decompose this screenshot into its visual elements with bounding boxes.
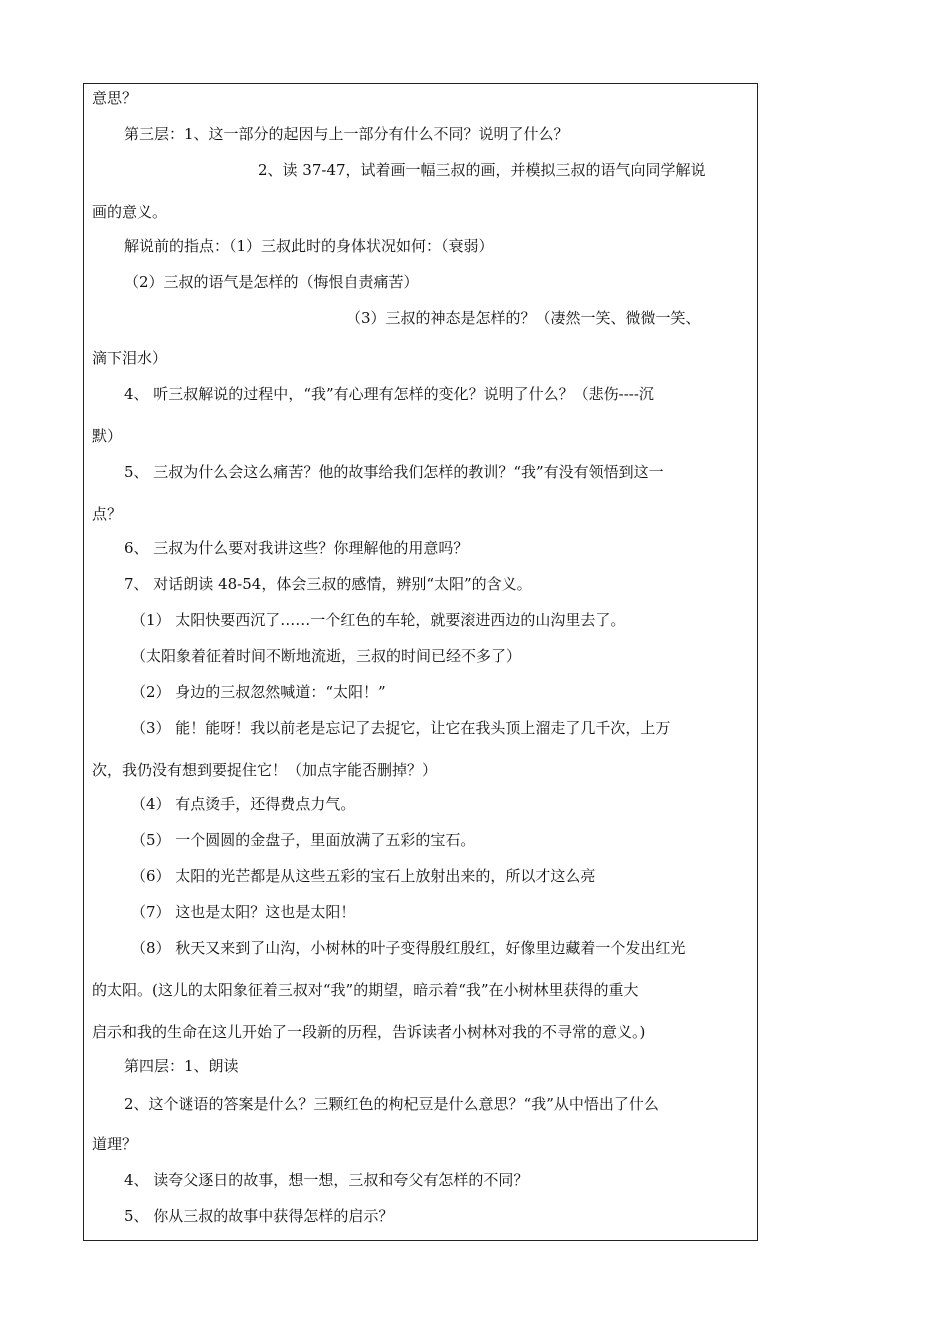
text-line: （5） 一个圆圆的金盘子，里面放满了五彩的宝石。 <box>131 831 476 849</box>
text-line: 7、 对话朗读 48-54，体会三叔的感情，辨别“太阳”的含义。 <box>124 575 532 593</box>
text-line: 5、 三叔为什么会这么痛苦？他的故事给我们怎样的教训？“我”有没有领悟到这一 <box>124 463 664 481</box>
text-line: （2）三叔的语气是怎样的（悔恨自责痛苦） <box>124 273 419 291</box>
text-line: 4、 听三叔解说的过程中，“我”有心理有怎样的变化？说明了什么？（悲伤----沉 <box>124 385 654 403</box>
text-line: （1） 太阳快要西沉了……一个红色的车轮，就要滚进西边的山沟里去了。 <box>131 611 626 629</box>
text-line: 的太阳。(这儿的太阳象征着三叔对“我”的期望，暗示着“我”在小树林里获得的重大 <box>92 981 639 999</box>
text-line: 画的意义。 <box>92 203 168 221</box>
text-line: 次，我仍没有想到要捉住它！（加点字能否删掉？） <box>92 761 438 779</box>
text-line: 启示和我的生命在这儿开始了一段新的历程，告诉读者小树林对我的不寻常的意义。) <box>92 1023 646 1041</box>
text-line: （8） 秋天又来到了山沟，小树林的叶子变得殷红殷红，好像里边藏着一个发出红光 <box>131 939 686 957</box>
text-line: 第四层：1、朗读 <box>124 1057 239 1075</box>
text-line: （7） 这也是太阳？这也是太阳！ <box>131 903 356 921</box>
text-line: 第三层：1、这一部分的起因与上一部分有什么不同？说明了什么？ <box>124 125 569 143</box>
text-line: （3） 能！能呀！我以前老是忘记了去捉它，让它在我头顶上溜走了几千次，上万 <box>131 719 671 737</box>
text-line: 6、 三叔为什么要对我讲这些？你理解他的用意吗？ <box>124 539 469 557</box>
text-line: 解说前的指点：（1）三叔此时的身体状况如何：（衰弱） <box>124 237 494 255</box>
text-line: （太阳象着征着时间不断地流逝，三叔的时间已经不多了） <box>131 647 522 665</box>
text-line: 4、 读夸父逐日的故事，想一想，三叔和夸父有怎样的不同？ <box>124 1171 529 1189</box>
text-line: （4） 有点烫手，还得费点力气。 <box>131 795 356 813</box>
text-line: 道理？ <box>92 1135 138 1153</box>
text-line: 默） <box>92 427 123 445</box>
text-line: （2） 身边的三叔忽然喊道：“太阳！” <box>131 683 386 701</box>
text-line: 点？ <box>92 505 123 523</box>
text-line: （3）三叔的神态是怎样的？（凄然一笑、微微一笑、 <box>346 309 701 327</box>
text-line: （6） 太阳的光芒都是从这些五彩的宝石上放射出来的，所以才这么亮 <box>131 867 596 885</box>
text-line: 2、读 37-47，试着画一幅三叔的画，并模拟三叔的语气向同学解说 <box>258 161 706 179</box>
text-line: 5、 你从三叔的故事中获得怎样的启示？ <box>124 1207 394 1225</box>
text-line: 2、这个谜语的答案是什么？三颗红色的枸杞豆是什么意思？“我”从中悟出了什么 <box>124 1095 659 1113</box>
text-line: 滴下泪水） <box>92 349 168 367</box>
text-line: 意思？ <box>92 89 138 107</box>
